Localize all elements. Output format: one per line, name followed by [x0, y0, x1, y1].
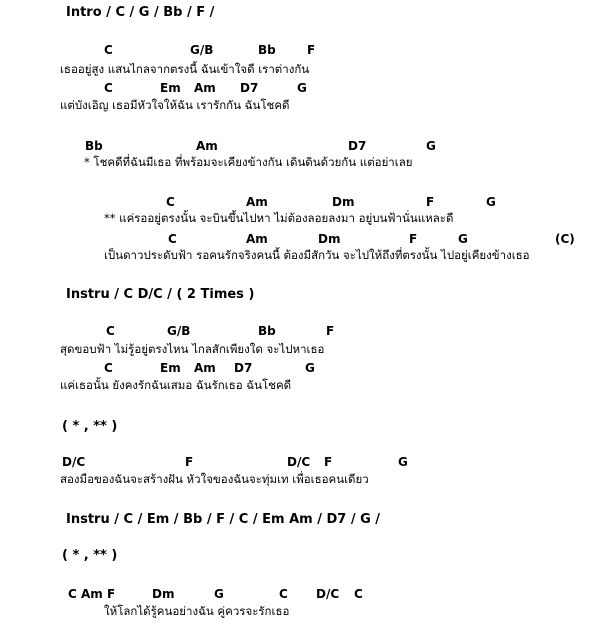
chord: C: [106, 324, 115, 338]
chord: D/C: [316, 587, 340, 601]
chord: C: [354, 587, 363, 601]
chord: G: [458, 232, 468, 246]
chord: C: [104, 81, 113, 95]
chord: C Am F: [68, 587, 116, 601]
chord: D7: [348, 139, 367, 153]
lyric-line: เธออยู่สูง แสนไกลจากตรงนี้ ฉันเข้าใจดี เราต่างกัน: [60, 62, 310, 76]
chord: Am: [246, 232, 268, 246]
chord: Em: [160, 361, 181, 375]
chord: F: [324, 455, 333, 469]
chord: Bb: [258, 43, 276, 57]
chord: Am: [194, 81, 216, 95]
chord: Am: [194, 361, 216, 375]
chord: C: [168, 232, 177, 246]
chord: G: [297, 81, 307, 95]
chord: Dm: [318, 232, 341, 246]
chord: G: [426, 139, 436, 153]
chord: Em: [160, 81, 181, 95]
lyric-line: สองมือของฉันจะสร้างฝัน หัวใจของฉันจะทุ่มเท เพื่อเธอคนเดียว: [60, 472, 369, 486]
chord: D7: [240, 81, 259, 95]
chord: C: [104, 43, 113, 57]
chord: C: [279, 587, 288, 601]
intro-header: Intro / C / G / Bb / F /: [66, 5, 215, 20]
chord: C: [104, 361, 113, 375]
lyric-line: เป็นดาวประดับฟ้า รอคนรักจริงคนนี้ ต้องมีสักวัน จะไปให้ถึงที่ตรงนั้น ไปอยู่เคียงข้างเธอ: [104, 248, 530, 262]
chord: F: [326, 324, 335, 338]
chord: F: [426, 195, 435, 209]
instru-header: Instru / C D/C / ( 2 Times ): [66, 287, 255, 302]
chord: Dm: [152, 587, 175, 601]
chord: G: [486, 195, 496, 209]
lyric-line: สุดขอบฟ้า ไม่รู้อยู่ตรงไหน ไกลสักเพียงใด จะไปหาเธอ: [60, 342, 325, 356]
chord: Am: [196, 139, 218, 153]
chord: D/C: [287, 455, 311, 469]
chord: Bb: [258, 324, 276, 338]
chord: D7: [234, 361, 253, 375]
instru-header: Instru / C / Em / Bb / F / C / Em Am / D7 / G /: [66, 512, 381, 527]
chord: Bb: [85, 139, 103, 153]
chord: G: [305, 361, 315, 375]
lyric-line: ให้โลกได้รู้คนอย่างฉัน คู่ควรจะรักเธอ: [104, 604, 290, 618]
repeat-marker: ( * , ** ): [62, 419, 118, 434]
chord: G/B: [167, 324, 191, 338]
chord: Am: [246, 195, 268, 209]
chord: F: [409, 232, 418, 246]
chord: G/B: [190, 43, 214, 57]
repeat-marker: ( * , ** ): [62, 548, 118, 563]
lyric-line: แค่เธอนั้น ยังคงรักฉันเสมอ ฉันรักเธอ ฉันโชคดี: [60, 378, 292, 392]
chord: (C): [555, 232, 575, 246]
lyric-line: * โชคดีที่ฉันมีเธอ ที่พร้อมจะเคียงข้างกัน เดินดินด้วยกัน แต่อย่าเลย: [84, 155, 413, 169]
chord: D/C: [62, 455, 86, 469]
chord: C: [166, 195, 175, 209]
lyric-line: แต่บังเอิญ เธอมีหัวใจให้ฉัน เรารักกัน ฉันโชคดี: [60, 98, 290, 112]
lyric-line: ** แค่รออยู่ตรงนั้น จะบินขึ้นไปหา ไม่ต้องลอยลงมา อยู่บนฟ้านั่นแหละดี: [104, 211, 454, 225]
chord: F: [307, 43, 316, 57]
chord: G: [214, 587, 224, 601]
chord: F: [185, 455, 194, 469]
chord: Dm: [332, 195, 355, 209]
chord: G: [398, 455, 408, 469]
